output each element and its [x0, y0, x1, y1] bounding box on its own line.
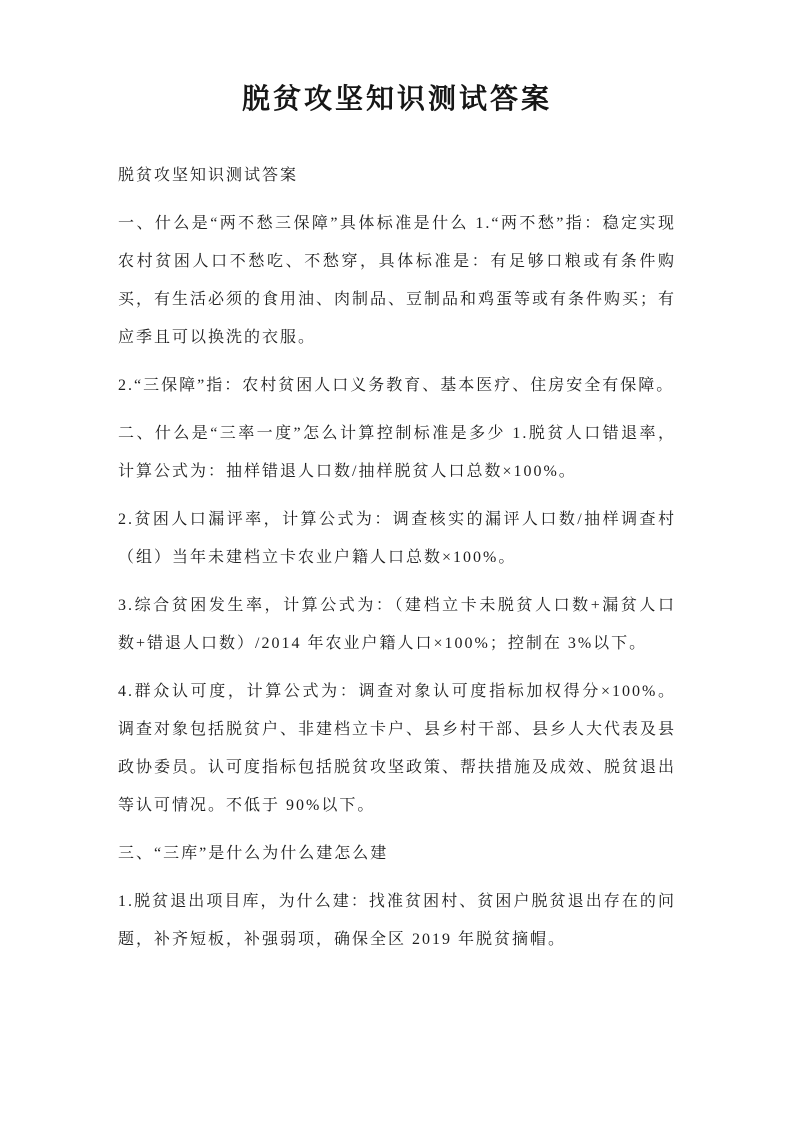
paragraph: 二、什么是“三率一度”怎么计算控制标准是多少 1.脱贫人口错退率，计算公式为：抽样错退人口数/抽样脱贫人口总数×100%。 [118, 425, 676, 480]
paragraph: 三、“三库”是什么为什么建怎么建 [118, 845, 389, 862]
document-title: 脱贫攻坚知识测试答案 [241, 84, 552, 115]
paragraph: 2.“三保障”指：农村贫困人口义务教育、基本医疗、住房安全有保障。 [118, 377, 675, 394]
paragraph: 2.贫困人口漏评率，计算公式为：调查核实的漏评人口数/抽样调查村（组）当年未建档立卡农业户籍人口总数×100%。 [118, 511, 676, 566]
paragraph: 4.群众认可度，计算公式为：调查对象认可度指标加权得分×100%。调查对象包括脱贫户、非建档立卡户、县乡村干部、县乡人大代表及县政协委员。认可度指标包括脱贫攻坚政策、帮扶措施及成效、脱贫退出等认可情况。不低于 90%以下。 [118, 683, 677, 814]
paragraph: 1.脱贫退出项目库，为什么建：找准贫困村、贫困户脱贫退出存在的问题，补齐短板，补强弱项，确保全区 2019 年脱贫摘帽。 [118, 893, 676, 948]
paragraph: 脱贫攻坚知识测试答案 [118, 167, 299, 184]
paragraph: 3.综合贫困发生率，计算公式为：（建档立卡未脱贫人口数+漏贫人口数+错退人口数）/2014 年农业户籍人口×100%；控制在 3%以下。 [118, 597, 676, 652]
document-body [118, 157, 676, 959]
paragraph: 一、什么是“两不愁三保障”具体标准是什么 1.“两不愁”指：稳定实现农村贫困人口不愁吃、不愁穿，具体标准是：有足够口粮或有条件购买，有生活必须的食用油、肉制品、豆制品和鸡蛋等或有条件购买；有应季且可以换洗的衣服。 [118, 215, 677, 346]
